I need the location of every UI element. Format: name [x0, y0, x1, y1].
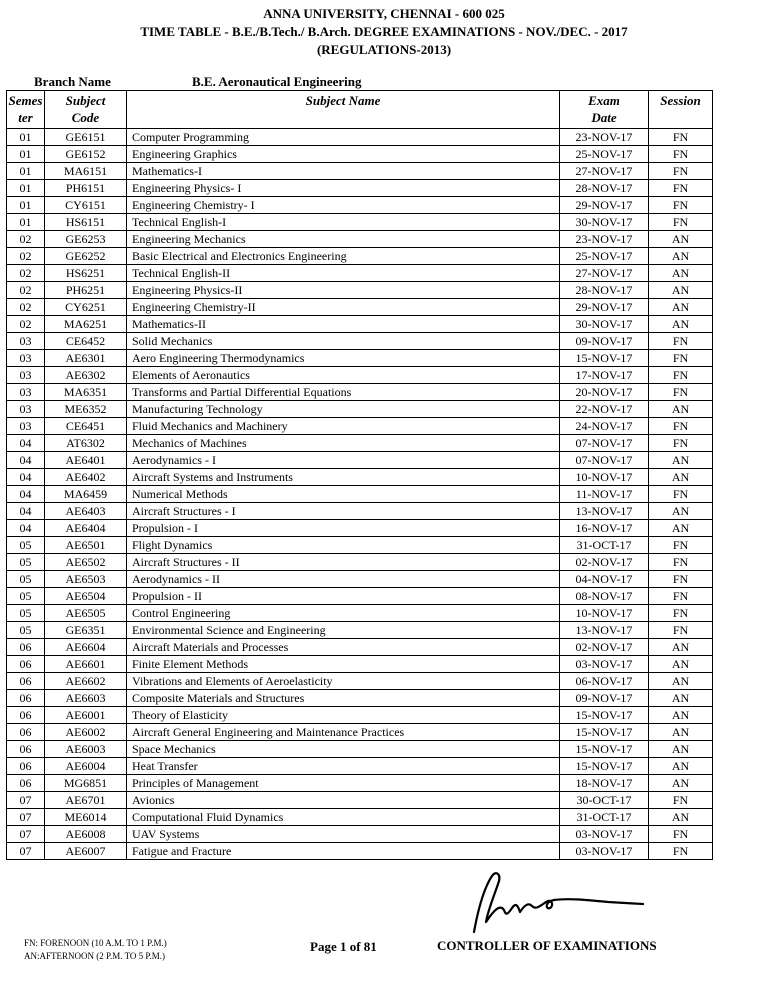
cell-session: FN — [649, 554, 713, 571]
cell-semester: 02 — [7, 299, 45, 316]
cell-subject-code: AE6501 — [45, 537, 127, 554]
cell-subject-code: AE6301 — [45, 350, 127, 367]
cell-session: AN — [649, 656, 713, 673]
cell-subject-code: MA6351 — [45, 384, 127, 401]
controller-title: CONTROLLER OF EXAMINATIONS — [437, 938, 657, 953]
cell-subject-code: CE6452 — [45, 333, 127, 350]
cell-semester: 01 — [7, 163, 45, 180]
table-row — [7, 316, 713, 333]
table-row — [7, 248, 713, 265]
cell-semester: 06 — [7, 707, 45, 724]
col-header-semester-line1: Semes — [8, 93, 43, 108]
cell-subject-name: Aircraft Materials and Processes — [127, 639, 560, 656]
cell-subject-name: Principles of Management — [127, 775, 560, 792]
cell-subject-code: GE6351 — [45, 622, 127, 639]
cell-exam-date: 27-NOV-17 — [560, 163, 649, 180]
table-row — [7, 775, 713, 792]
cell-session: FN — [649, 367, 713, 384]
cell-semester: 04 — [7, 452, 45, 469]
cell-subject-name: Computer Programming — [127, 129, 560, 146]
table-row — [7, 401, 713, 418]
cell-exam-date: 08-NOV-17 — [560, 588, 649, 605]
cell-subject-name: Finite Element Methods — [127, 656, 560, 673]
regulations-title: (REGULATIONS-2013) — [316, 42, 452, 57]
cell-subject-code: AE6003 — [45, 741, 127, 758]
cell-subject-name: Engineering Physics-II — [127, 282, 560, 299]
cell-session: AN — [649, 690, 713, 707]
cell-session: AN — [649, 231, 713, 248]
cell-semester: 02 — [7, 248, 45, 265]
col-header-code-line2: Code — [71, 110, 100, 125]
cell-exam-date: 03-NOV-17 — [560, 826, 649, 843]
table-row — [7, 707, 713, 724]
cell-semester: 05 — [7, 571, 45, 588]
col-header-session-label: Session — [660, 93, 701, 108]
col-header-semester-line2: ter — [18, 110, 33, 125]
cell-subject-name: Space Mechanics — [127, 741, 560, 758]
table-row — [7, 520, 713, 537]
table-row — [7, 758, 713, 775]
legend-forenoon: FN: FORENOON (10 A.M. TO 1 P.M.) — [24, 938, 167, 948]
cell-subject-code: AE6503 — [45, 571, 127, 588]
col-header-subject-label: Subject Name — [305, 93, 381, 108]
cell-session: FN — [649, 486, 713, 503]
cell-subject-name: Composite Materials and Structures — [127, 690, 560, 707]
table-row — [7, 503, 713, 520]
cell-session: AN — [649, 809, 713, 826]
cell-subject-code: CE6451 — [45, 418, 127, 435]
cell-subject-code: AE6504 — [45, 588, 127, 605]
table-row — [7, 367, 713, 384]
cell-subject-code: MA6251 — [45, 316, 127, 333]
cell-semester: 06 — [7, 758, 45, 775]
cell-session: AN — [649, 469, 713, 486]
col-header-code — [45, 91, 127, 129]
cell-session: FN — [649, 129, 713, 146]
cell-exam-date: 28-NOV-17 — [560, 282, 649, 299]
table-row — [7, 537, 713, 554]
cell-exam-date: 09-NOV-17 — [560, 690, 649, 707]
cell-subject-code: AE6007 — [45, 843, 127, 860]
cell-session: FN — [649, 792, 713, 809]
cell-session: AN — [649, 775, 713, 792]
col-header-code-line1: Subject — [65, 93, 106, 108]
cell-semester: 01 — [7, 180, 45, 197]
cell-session: FN — [649, 214, 713, 231]
table-row — [7, 741, 713, 758]
cell-subject-name: Aero Engineering Thermodynamics — [127, 350, 560, 367]
cell-semester: 05 — [7, 605, 45, 622]
cell-subject-code: AE6505 — [45, 605, 127, 622]
cell-semester: 06 — [7, 639, 45, 656]
cell-subject-code: AE6603 — [45, 690, 127, 707]
cell-exam-date: 30-NOV-17 — [560, 214, 649, 231]
cell-subject-code: AE6602 — [45, 673, 127, 690]
cell-session: FN — [649, 826, 713, 843]
cell-exam-date: 07-NOV-17 — [560, 435, 649, 452]
cell-subject-code: CY6151 — [45, 197, 127, 214]
cell-subject-code: AE6001 — [45, 707, 127, 724]
cell-subject-code: PH6151 — [45, 180, 127, 197]
session-legend — [24, 937, 167, 963]
cell-subject-name: Propulsion - II — [127, 588, 560, 605]
cell-subject-name: Solid Mechanics — [127, 333, 560, 350]
cell-subject-name: Elements of Aeronautics — [127, 367, 560, 384]
cell-session: AN — [649, 758, 713, 775]
cell-subject-name: Flight Dynamics — [127, 537, 560, 554]
controller-signature — [458, 870, 648, 936]
cell-subject-name: UAV Systems — [127, 826, 560, 843]
cell-exam-date: 15-NOV-17 — [560, 758, 649, 775]
cell-subject-name: Engineering Mechanics — [127, 231, 560, 248]
col-header-date-line1: Exam — [588, 93, 620, 108]
table-row — [7, 129, 713, 146]
cell-semester: 02 — [7, 265, 45, 282]
cell-subject-name: Mathematics-I — [127, 163, 560, 180]
cell-semester: 02 — [7, 282, 45, 299]
table-row — [7, 673, 713, 690]
cell-semester: 04 — [7, 520, 45, 537]
table-row — [7, 418, 713, 435]
cell-subject-code: AE6604 — [45, 639, 127, 656]
table-row — [7, 571, 713, 588]
cell-subject-name: Aircraft General Engineering and Maintenance Practices — [127, 724, 560, 741]
cell-session: AN — [649, 673, 713, 690]
cell-subject-code: ME6014 — [45, 809, 127, 826]
cell-subject-code: AE6008 — [45, 826, 127, 843]
cell-session: AN — [649, 639, 713, 656]
cell-semester: 04 — [7, 503, 45, 520]
cell-subject-name: Engineering Chemistry- I — [127, 197, 560, 214]
cell-subject-name: Theory of Elasticity — [127, 707, 560, 724]
cell-session: FN — [649, 197, 713, 214]
cell-semester: 03 — [7, 418, 45, 435]
cell-subject-name: Transforms and Partial Differential Equations — [127, 384, 560, 401]
cell-subject-code: GE6252 — [45, 248, 127, 265]
cell-exam-date: 27-NOV-17 — [560, 265, 649, 282]
cell-exam-date: 16-NOV-17 — [560, 520, 649, 537]
table-row — [7, 163, 713, 180]
cell-session: AN — [649, 741, 713, 758]
col-header-session — [649, 91, 713, 129]
cell-subject-name: Aerodynamics - I — [127, 452, 560, 469]
cell-subject-name: Environmental Science and Engineering — [127, 622, 560, 639]
cell-semester: 06 — [7, 656, 45, 673]
cell-session: AN — [649, 265, 713, 282]
cell-exam-date: 18-NOV-17 — [560, 775, 649, 792]
cell-semester: 06 — [7, 741, 45, 758]
cell-exam-date: 10-NOV-17 — [560, 605, 649, 622]
cell-exam-date: 02-NOV-17 — [560, 554, 649, 571]
cell-semester: 03 — [7, 367, 45, 384]
cell-semester: 01 — [7, 146, 45, 163]
cell-semester: 05 — [7, 622, 45, 639]
table-row — [7, 826, 713, 843]
table-row — [7, 384, 713, 401]
cell-subject-name: Mathematics-II — [127, 316, 560, 333]
table-row — [7, 452, 713, 469]
cell-exam-date: 17-NOV-17 — [560, 367, 649, 384]
table-row — [7, 265, 713, 282]
cell-semester: 01 — [7, 197, 45, 214]
cell-semester: 06 — [7, 775, 45, 792]
table-row — [7, 350, 713, 367]
cell-subject-code: HS6251 — [45, 265, 127, 282]
cell-subject-name: Fluid Mechanics and Machinery — [127, 418, 560, 435]
cell-subject-code: CY6251 — [45, 299, 127, 316]
cell-semester: 06 — [7, 690, 45, 707]
cell-session: AN — [649, 299, 713, 316]
cell-subject-name: Propulsion - I — [127, 520, 560, 537]
cell-semester: 07 — [7, 792, 45, 809]
cell-subject-name: Control Engineering — [127, 605, 560, 622]
cell-subject-code: AE6401 — [45, 452, 127, 469]
cell-subject-name: Aerodynamics - II — [127, 571, 560, 588]
cell-semester: 06 — [7, 724, 45, 741]
cell-exam-date: 09-NOV-17 — [560, 333, 649, 350]
cell-semester: 05 — [7, 554, 45, 571]
cell-session: FN — [649, 622, 713, 639]
cell-semester: 05 — [7, 537, 45, 554]
cell-exam-date: 06-NOV-17 — [560, 673, 649, 690]
cell-subject-name: Numerical Methods — [127, 486, 560, 503]
table-row — [7, 486, 713, 503]
table-row — [7, 809, 713, 826]
cell-semester: 07 — [7, 809, 45, 826]
timetable — [6, 90, 713, 860]
cell-exam-date: 31-OCT-17 — [560, 809, 649, 826]
table-row — [7, 554, 713, 571]
cell-semester: 04 — [7, 486, 45, 503]
cell-subject-code: AE6601 — [45, 656, 127, 673]
cell-semester: 04 — [7, 469, 45, 486]
timetable-body — [7, 129, 713, 860]
cell-subject-name: Engineering Physics- I — [127, 180, 560, 197]
cell-session: FN — [649, 571, 713, 588]
table-row — [7, 231, 713, 248]
cell-semester: 03 — [7, 350, 45, 367]
cell-exam-date: 31-OCT-17 — [560, 537, 649, 554]
cell-semester: 03 — [7, 401, 45, 418]
table-row — [7, 435, 713, 452]
table-row — [7, 724, 713, 741]
cell-session: AN — [649, 520, 713, 537]
table-row — [7, 843, 713, 860]
table-row — [7, 656, 713, 673]
cell-exam-date: 25-NOV-17 — [560, 146, 649, 163]
col-header-semester — [7, 91, 45, 129]
cell-exam-date: 22-NOV-17 — [560, 401, 649, 418]
table-row — [7, 299, 713, 316]
cell-subject-name: Computational Fluid Dynamics — [127, 809, 560, 826]
col-header-date — [560, 91, 649, 129]
cell-subject-code: AE6402 — [45, 469, 127, 486]
cell-exam-date: 15-NOV-17 — [560, 724, 649, 741]
cell-exam-date: 28-NOV-17 — [560, 180, 649, 197]
cell-session: FN — [649, 163, 713, 180]
cell-session: AN — [649, 452, 713, 469]
cell-session: AN — [649, 724, 713, 741]
cell-subject-name: Manufacturing Technology — [127, 401, 560, 418]
cell-subject-code: PH6251 — [45, 282, 127, 299]
timetable-title: TIME TABLE - B.E./B.Tech./ B.Arch. DEGREE EXAMINATIONS - NOV./DEC. - 2017 — [140, 24, 628, 39]
table-row — [7, 588, 713, 605]
table-row — [7, 197, 713, 214]
cell-subject-code: AE6403 — [45, 503, 127, 520]
table-row — [7, 622, 713, 639]
cell-session: AN — [649, 316, 713, 333]
cell-session: FN — [649, 146, 713, 163]
cell-subject-code: MG6851 — [45, 775, 127, 792]
cell-subject-name: Heat Transfer — [127, 758, 560, 775]
cell-semester: 02 — [7, 231, 45, 248]
cell-subject-code: MA6151 — [45, 163, 127, 180]
cell-exam-date: 03-NOV-17 — [560, 656, 649, 673]
cell-exam-date: 23-NOV-17 — [560, 129, 649, 146]
cell-subject-code: GE6152 — [45, 146, 127, 163]
cell-exam-date: 13-NOV-17 — [560, 503, 649, 520]
cell-subject-name: Basic Electrical and Electronics Engineering — [127, 248, 560, 265]
cell-session: FN — [649, 350, 713, 367]
table-row — [7, 605, 713, 622]
cell-subject-name: Engineering Chemistry-II — [127, 299, 560, 316]
table-row — [7, 282, 713, 299]
cell-session: FN — [649, 418, 713, 435]
table-row — [7, 333, 713, 350]
cell-session: FN — [649, 435, 713, 452]
branch-label: Branch Name — [34, 74, 111, 89]
cell-exam-date: 07-NOV-17 — [560, 452, 649, 469]
cell-subject-code: AE6404 — [45, 520, 127, 537]
cell-subject-code: AE6701 — [45, 792, 127, 809]
cell-session: AN — [649, 707, 713, 724]
cell-subject-code: AE6002 — [45, 724, 127, 741]
cell-session: AN — [649, 503, 713, 520]
cell-session: FN — [649, 333, 713, 350]
cell-exam-date: 20-NOV-17 — [560, 384, 649, 401]
cell-exam-date: 15-NOV-17 — [560, 350, 649, 367]
cell-subject-code: AE6004 — [45, 758, 127, 775]
cell-session: AN — [649, 248, 713, 265]
cell-subject-code: AE6302 — [45, 367, 127, 384]
cell-exam-date: 10-NOV-17 — [560, 469, 649, 486]
cell-exam-date: 03-NOV-17 — [560, 843, 649, 860]
cell-exam-date: 02-NOV-17 — [560, 639, 649, 656]
cell-semester: 07 — [7, 826, 45, 843]
cell-subject-code: AT6302 — [45, 435, 127, 452]
cell-subject-name: Fatigue and Fracture — [127, 843, 560, 860]
table-row — [7, 690, 713, 707]
cell-semester: 02 — [7, 316, 45, 333]
cell-session: FN — [649, 384, 713, 401]
cell-subject-code: ME6352 — [45, 401, 127, 418]
cell-exam-date: 04-NOV-17 — [560, 571, 649, 588]
cell-exam-date: 29-NOV-17 — [560, 299, 649, 316]
cell-subject-name: Mechanics of Machines — [127, 435, 560, 452]
cell-exam-date: 15-NOV-17 — [560, 707, 649, 724]
legend-afternoon: AN:AFTERNOON (2 P.M. TO 5 P.M.) — [24, 951, 165, 961]
cell-session: AN — [649, 282, 713, 299]
cell-session: FN — [649, 843, 713, 860]
branch-name: B.E. Aeronautical Engineering — [192, 74, 362, 89]
cell-exam-date: 11-NOV-17 — [560, 486, 649, 503]
cell-subject-name: Technical English-II — [127, 265, 560, 282]
cell-semester: 01 — [7, 214, 45, 231]
cell-subject-name: Aircraft Systems and Instruments — [127, 469, 560, 486]
cell-session: FN — [649, 588, 713, 605]
col-header-subject — [127, 91, 560, 129]
cell-session: AN — [649, 401, 713, 418]
cell-subject-name: Aircraft Structures - II — [127, 554, 560, 571]
table-header-row — [7, 91, 713, 129]
cell-subject-code: HS6151 — [45, 214, 127, 231]
cell-semester: 07 — [7, 843, 45, 860]
cell-exam-date: 30-NOV-17 — [560, 316, 649, 333]
cell-subject-code: GE6151 — [45, 129, 127, 146]
cell-exam-date: 23-NOV-17 — [560, 231, 649, 248]
cell-exam-date: 24-NOV-17 — [560, 418, 649, 435]
table-row — [7, 639, 713, 656]
cell-subject-code: GE6253 — [45, 231, 127, 248]
cell-semester: 05 — [7, 588, 45, 605]
cell-semester: 03 — [7, 333, 45, 350]
table-row — [7, 792, 713, 809]
cell-semester: 01 — [7, 129, 45, 146]
cell-exam-date: 29-NOV-17 — [560, 197, 649, 214]
cell-subject-name: Vibrations and Elements of Aeroelasticity — [127, 673, 560, 690]
table-row — [7, 469, 713, 486]
cell-session: FN — [649, 605, 713, 622]
cell-subject-code: MA6459 — [45, 486, 127, 503]
cell-exam-date: 25-NOV-17 — [560, 248, 649, 265]
table-row — [7, 146, 713, 163]
cell-exam-date: 15-NOV-17 — [560, 741, 649, 758]
cell-session: FN — [649, 537, 713, 554]
cell-subject-name: Avionics — [127, 792, 560, 809]
table-row — [7, 180, 713, 197]
cell-subject-code: AE6502 — [45, 554, 127, 571]
cell-subject-name: Technical English-I — [127, 214, 560, 231]
cell-semester: 03 — [7, 384, 45, 401]
cell-exam-date: 30-OCT-17 — [560, 792, 649, 809]
cell-semester: 04 — [7, 435, 45, 452]
cell-subject-name: Engineering Graphics — [127, 146, 560, 163]
table-row — [7, 214, 713, 231]
cell-exam-date: 13-NOV-17 — [560, 622, 649, 639]
university-title: ANNA UNIVERSITY, CHENNAI - 600 025 — [263, 6, 505, 21]
cell-session: FN — [649, 180, 713, 197]
page-number: Page 1 of 81 — [310, 939, 377, 954]
cell-subject-name: Aircraft Structures - I — [127, 503, 560, 520]
cell-semester: 06 — [7, 673, 45, 690]
col-header-date-line2: Date — [591, 110, 617, 125]
